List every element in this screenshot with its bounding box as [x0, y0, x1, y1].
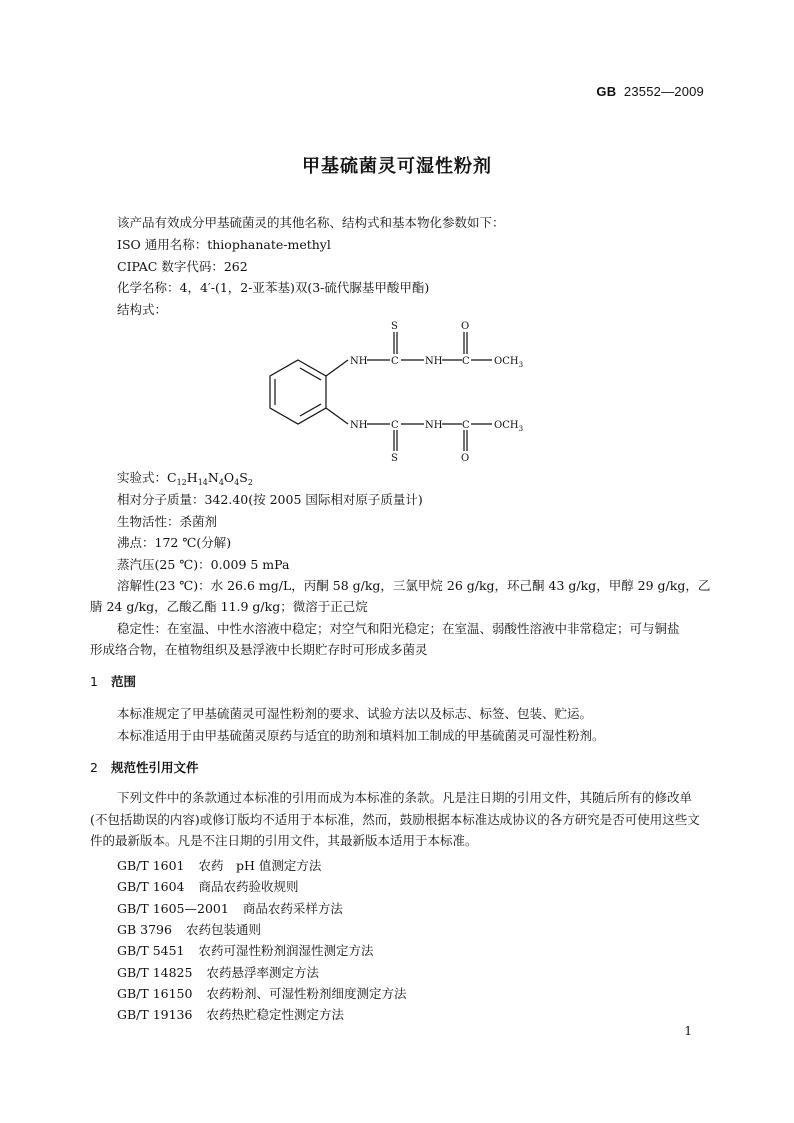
- reference-item: GB/T 1605—2001 商品农药采样方法: [117, 901, 343, 916]
- oxygen-bottom: O: [461, 453, 470, 464]
- nh-top-2: NH: [425, 356, 443, 367]
- carbon-top-2: C: [462, 356, 470, 367]
- oxygen-top: O: [461, 321, 470, 332]
- reference-item: GB/T 16150 农药粉剂、可湿性粉剂细度测定方法: [117, 986, 407, 1001]
- iso-name: ISO 通用名称：thiophanate-methyl: [117, 237, 331, 252]
- carbon-top-1: C: [391, 356, 399, 367]
- chemical-name: 化学名称：4，4′-(1，2-亚苯基)双(3-硫代脲基甲酸甲酯): [117, 280, 430, 295]
- benzene-ring: [270, 332, 492, 451]
- section-1-heading: 1 范围: [90, 674, 137, 689]
- reference-item: GB/T 1601 农药 pH 值测定方法: [117, 858, 322, 873]
- structure-label: 结构式：: [117, 302, 168, 317]
- reference-item: GB/T 14825 农药悬浮率测定方法: [117, 965, 319, 980]
- section-2-heading: 2 规范性引用文件: [90, 760, 199, 775]
- section-1-para-2: 本标准适用于由甲基硫菌灵原药与适宜的助剂和填料加工制成的甲基硫菌灵可湿性粉剂。: [117, 728, 605, 743]
- structural-formula: [264, 318, 544, 466]
- page-number: 1: [684, 1024, 692, 1038]
- nh-top-1: NH: [350, 356, 368, 367]
- sulfur-bottom: S: [391, 453, 398, 464]
- reference-item: GB 3796 农药包装通则: [117, 922, 261, 937]
- standard-prefix: GB: [596, 84, 617, 99]
- vapor-pressure: 蒸汽压(25 ℃)：0.009 5 mPa: [117, 557, 290, 572]
- cipac-code: CIPAC 数字代码：262: [117, 259, 248, 274]
- standard-number: 23552—2009: [623, 84, 704, 99]
- standard-code: [596, 84, 704, 99]
- document-title: 甲基硫菌灵可湿性粉剂: [302, 156, 492, 177]
- methoxy-bottom: $OCH_3$: [494, 420, 524, 433]
- nh-bottom-1: NH: [350, 420, 368, 431]
- reference-item: GB/T 19136 农药热贮稳定性测定方法: [117, 1007, 344, 1022]
- solubility-line-2: 腈 24 g/kg，乙酸乙酯 11.9 g/kg；微溶于正己烷: [90, 599, 368, 614]
- boiling-point: 沸点：172 ℃(分解): [117, 535, 232, 550]
- section-1-para-1: 本标准规定了甲基硫菌灵可湿性粉剂的要求、试验方法以及标志、标签、包装、贮运。: [117, 706, 593, 721]
- intro-line: 该产品有效成分甲基硫菌灵的其他名称、结构式和基本物化参数如下：: [117, 215, 505, 230]
- stability-line-1: 稳定性：在室温、中性水溶液中稳定；对空气和阳光稳定；在室温、弱酸性溶液中非常稳定；可与铜盐: [117, 621, 680, 636]
- carbon-bottom-1: C: [391, 420, 399, 431]
- solubility-line-1: 溶解性(23 ℃)：水 26.6 mg/L，丙酮 58 g/kg，三氯甲烷 26 g/kg，环己酮 43 g/kg，甲醇 29 g/kg，乙: [117, 578, 711, 593]
- reference-item: GB/T 5451 农药可湿性粉剂润湿性测定方法: [117, 943, 374, 958]
- empirical-formula: 实验式：$C_{12}H_{14}N_4O_4S_2$: [117, 470, 253, 487]
- methoxy-top: $OCH_3$: [494, 356, 524, 369]
- section-2-para: 下列文件中的条款通过本标准的引用而成为本标准的条款。凡是注日期的引用文件，其随后所有的修改单(不包括勘误的内容)或修订版均不适用于本标准，然而，鼓励根据本标准达成协议的各方研究是否可使用这些文件的最新版本。凡是不注日期的引用文件，其最新版本适用于本标准。: [90, 790, 700, 848]
- stability-line-2: 形成络合物，在植物组织及悬浮液中长期贮存时可形成多菌灵: [90, 642, 428, 657]
- sulfur-top: S: [391, 321, 398, 332]
- nh-bottom-2: NH: [425, 420, 443, 431]
- biological-activity: 生物活性：杀菌剂: [117, 514, 218, 529]
- molecular-weight: 相对分子质量：342.40(按 2005 国际相对原子质量计): [117, 492, 423, 507]
- carbon-bottom-2: C: [462, 420, 470, 431]
- reference-item: GB/T 1604 商品农药验收规则: [117, 879, 299, 894]
